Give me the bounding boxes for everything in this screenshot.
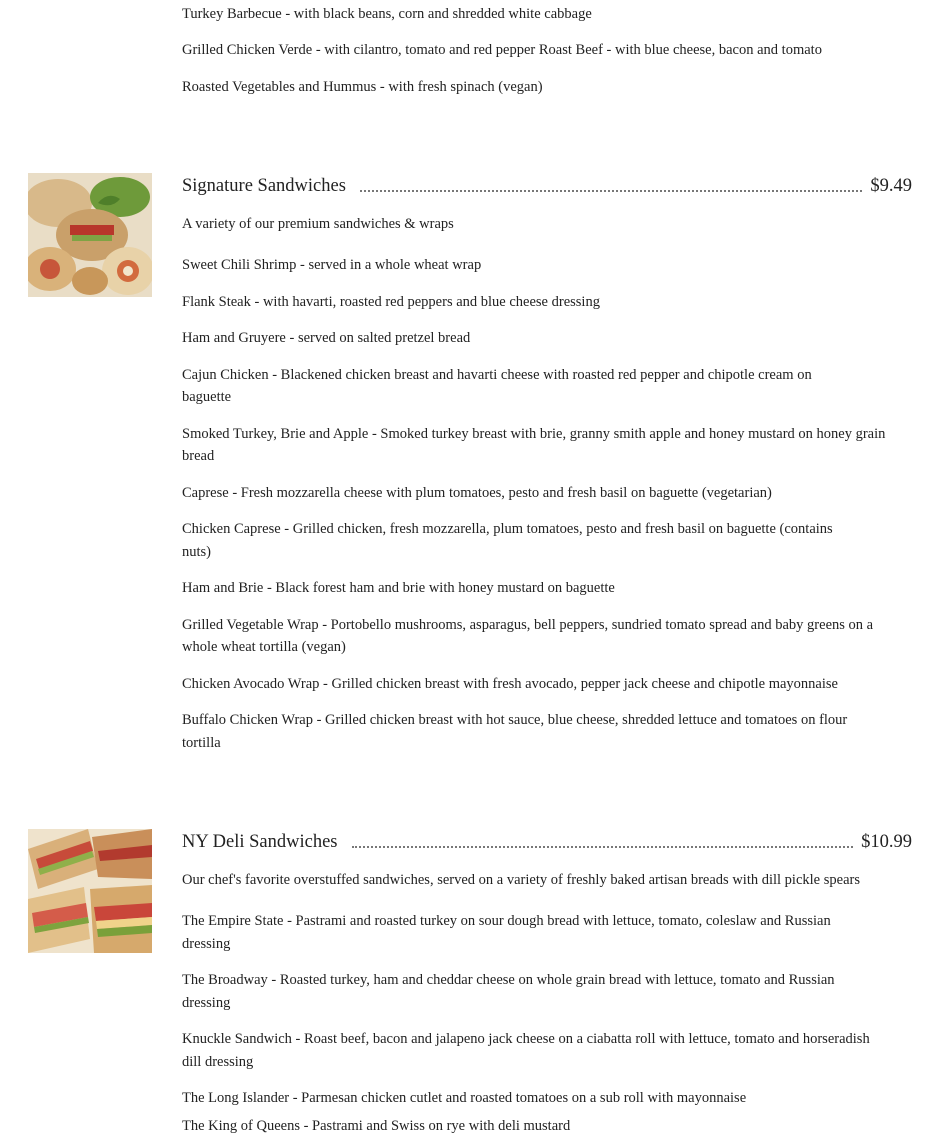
menu-item: Smoked Turkey, Brie and Apple - Smoked turkey breast with brie, granny smith apple and honey mustard on honey grain: [182, 426, 886, 442]
menu-item: Caprese - Fresh mozzarella cheese with plum tomatoes, pesto and fresh basil on baguette (vegetarian): [182, 485, 772, 501]
menu-item-continued: dill dressing: [182, 1054, 254, 1070]
menu-item-continued: whole wheat tortilla (vegan): [182, 639, 346, 655]
dotted-leader: [360, 190, 862, 192]
section-title: Signature Sandwiches: [182, 176, 346, 196]
menu-item: Buffalo Chicken Wrap - Grilled chicken breast with hot sauce, blue cheese, shredded lettuce and tomatoes on flour: [182, 712, 848, 728]
ny-deli-sandwiches-header: [182, 828, 912, 854]
menu-item: Flank Steak - with havarti, roasted red peppers and blue cheese dressing: [182, 294, 600, 310]
dotted-leader: [352, 846, 854, 848]
menu-item: The Empire State - Pastrami and roasted turkey on sour dough bread with lettuce, tomato, coleslaw and Russian: [182, 913, 831, 929]
menu-item-continued: nuts): [182, 544, 211, 560]
menu-item: Knuckle Sandwich - Roast beef, bacon and jalapeno jack cheese on a ciabatta roll with lettuce, tomato and horseradish: [182, 1031, 870, 1047]
menu-item-continued: tortilla: [182, 735, 221, 751]
signature-sandwiches-header: [182, 172, 912, 198]
section-subtitle: Our chef's favorite overstuffed sandwiches, served on a variety of freshly baked artisan breads with dill pickle spears: [182, 872, 860, 888]
menu-item: Sweet Chili Shrimp - served in a whole wheat wrap: [182, 257, 482, 273]
menu-item: Ham and Gruyere - served on salted pretzel bread: [182, 330, 471, 346]
menu-item-continued: dressing: [182, 995, 231, 1011]
menu-item: Chicken Avocado Wrap - Grilled chicken breast with fresh avocado, pepper jack cheese and chipotle mayonnaise: [182, 676, 838, 692]
section-subtitle: A variety of our premium sandwiches & wraps: [182, 216, 454, 232]
menu-item-turkey-barbecue: Turkey Barbecue - with black beans, corn and shredded white cabbage: [182, 6, 592, 22]
menu-item-roasted-vegetables: Roasted Vegetables and Hummus - with fresh spinach (vegan): [182, 79, 543, 95]
menu-item: Ham and Brie - Black forest ham and brie with honey mustard on baguette: [182, 580, 615, 596]
menu-item: The King of Queens - Pastrami and Swiss on rye with deli mustard: [182, 1118, 571, 1134]
section-price: $9.49: [870, 176, 912, 196]
menu-item: The Broadway - Roasted turkey, ham and cheddar cheese on whole grain bread with lettuce, tomato and Russian: [182, 972, 835, 988]
menu-item-grilled-chicken-verde: Grilled Chicken Verde - with cilantro, tomato and red pepper Roast Beef - with blue cheese, bacon and tomato: [182, 42, 822, 58]
menu-item-continued: bread: [182, 448, 215, 464]
menu-item-continued: baguette: [182, 389, 232, 405]
sandwich-platter-image: [28, 173, 152, 297]
menu-item: Grilled Vegetable Wrap - Portobello mushrooms, asparagus, bell peppers, sundried tomato spread and baby greens on a: [182, 617, 874, 633]
section-price: $10.99: [861, 832, 912, 852]
section-title: NY Deli Sandwiches: [182, 832, 338, 852]
menu-item: The Long Islander - Parmesan chicken cutlet and roasted tomatoes on a sub roll with mayonnaise: [182, 1090, 747, 1106]
deli-sandwich-platter-image: [28, 829, 152, 953]
menu-item: Cajun Chicken - Blackened chicken breast and havarti cheese with roasted red pepper and chipotle cream on: [182, 367, 812, 383]
menu-item-continued: dressing: [182, 936, 231, 952]
menu-item: Chicken Caprese - Grilled chicken, fresh mozzarella, plum tomatoes, pesto and fresh basil on baguette (contains: [182, 521, 833, 537]
